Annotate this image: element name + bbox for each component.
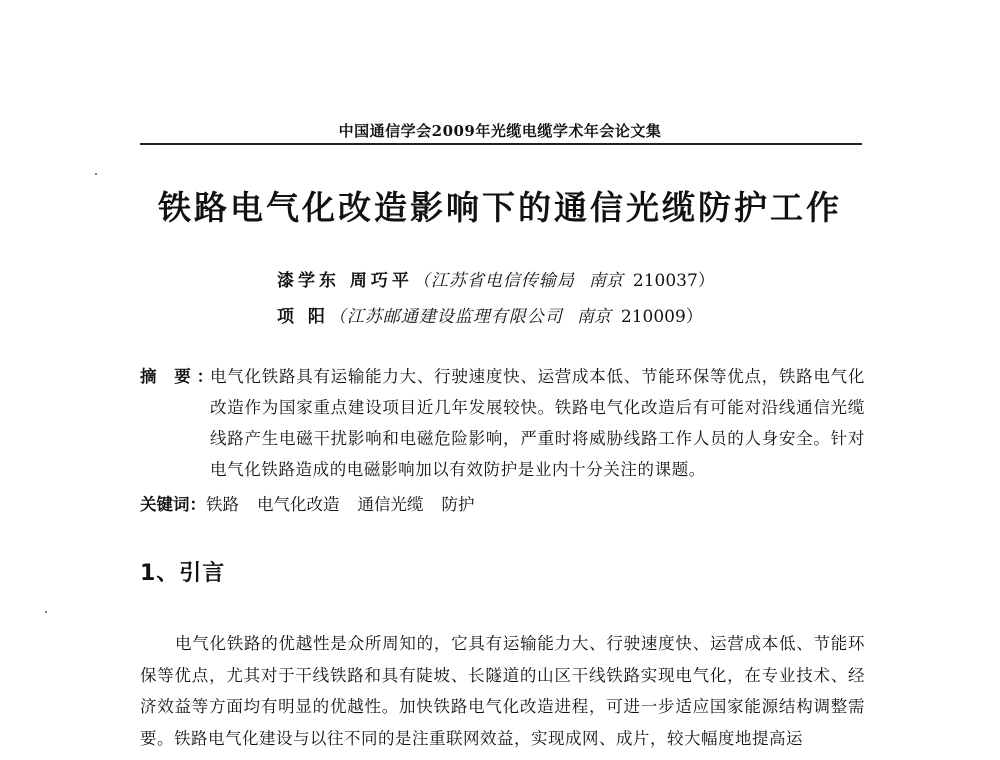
keyword: 防护 <box>441 495 475 514</box>
body-paragraph: 电气化铁路的优越性是众所周知的，它具有运输能力大、行驶速度快、运营成本低、节能环保等优点，尤其对于干线铁路和具有陡坡、长隧道的山区干线铁路实现电气化，在专业技术、经济效益等方面均有明显的优越性。加快铁路电气化改造进程，可进一步适应国家能源结构调整需要。铁路电气化建设与以往不同的是注重联网效益，实现成网、成片，较大幅度地提高运 <box>140 634 865 748</box>
author-city: 南京 <box>588 271 623 291</box>
author-city: 南京 <box>576 307 611 327</box>
author-names: 项 阳 <box>277 307 329 327</box>
keywords <box>140 491 493 515</box>
author-postcode: 210009） <box>620 307 703 327</box>
author-affiliation: （江苏邮通建设监理有限公司 <box>328 307 563 327</box>
keyword: 电气化改造 <box>257 495 340 514</box>
author-line <box>277 302 703 327</box>
keywords-label: 关键词： <box>140 495 206 514</box>
abstract <box>140 361 865 485</box>
keyword: 通信光缆 <box>357 495 424 514</box>
scan-speck <box>45 611 47 613</box>
keyword: 铁路 <box>206 495 239 514</box>
author-line <box>277 266 715 291</box>
header-rule <box>140 143 862 145</box>
running-header: 中国通信学会2009年光缆电缆学术年会论文集 <box>338 122 662 140</box>
paper-title: 铁路电气化改造影响下的通信光缆防护工作 <box>158 188 842 227</box>
author-names: 漆学东 周巧平 <box>277 271 413 291</box>
author-affiliation: （江苏省电信传输局 <box>412 271 575 291</box>
scan-speck <box>95 173 97 175</box>
author-postcode: 210037） <box>632 271 715 291</box>
abstract-label: 摘 要： <box>140 367 220 386</box>
abstract-text: 电气化铁路具有运输能力大、行驶速度快、运营成本低、节能环保等优点，铁路电气化改造作为国家重点建设项目近几年发展较快。铁路电气化改造后有可能对沿线通信光缆线路产生电磁干扰影响和电磁危险影响，严重时将威胁线路工作人员的人身安全。针对电气化铁路造成的电磁影响加以有效防护是业内十分关注的课题。 <box>210 367 865 479</box>
section-heading: 1、引言 <box>140 561 226 586</box>
